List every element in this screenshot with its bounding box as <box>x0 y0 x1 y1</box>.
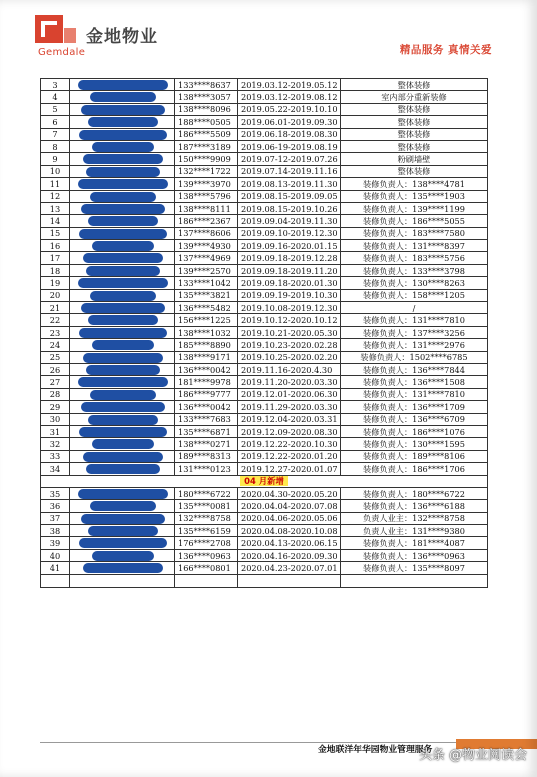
table-row <box>41 326 488 338</box>
phone-number: 186****5509 <box>175 128 238 140</box>
redacted-name <box>70 376 175 388</box>
phone-number: 138****3057 <box>175 91 238 103</box>
row-number: 14 <box>41 215 70 227</box>
redaction-mark <box>81 402 165 412</box>
remark: 整体装修 <box>341 165 488 177</box>
remark: 装修负责人：1502****6785 <box>341 351 488 363</box>
redaction-mark <box>92 142 154 152</box>
phone-number: 138****1032 <box>175 326 238 338</box>
remark: 整体装修 <box>341 128 488 140</box>
renovation-period: 2020.04.04-2020.07.08 <box>238 500 341 512</box>
table-row <box>41 376 488 388</box>
remark: 粉刷墙壁 <box>341 153 488 165</box>
table-row <box>41 140 488 152</box>
phone-number: 135****6871 <box>175 425 238 437</box>
redacted-name <box>70 116 175 128</box>
remark: 装修负责人：180****6722 <box>341 487 488 499</box>
remark: 装修负责人：130****1595 <box>341 438 488 450</box>
brand-english: Gemdale <box>38 47 86 58</box>
phone-number: 166****0801 <box>175 562 238 574</box>
phone-number: 139****2570 <box>175 264 238 276</box>
phone-number: 181****9978 <box>175 376 238 388</box>
phone-number: 133****1042 <box>175 277 238 289</box>
row-number: 36 <box>41 500 70 512</box>
phone-number: 138****9171 <box>175 351 238 363</box>
remark: 装修负责人：183****5756 <box>341 252 488 264</box>
phone-number: 150****9909 <box>175 153 238 165</box>
table-row <box>41 537 488 549</box>
renovation-period: 2019.09.04-2019.11.30 <box>238 215 341 227</box>
row-number: 4 <box>41 91 70 103</box>
table-row <box>41 413 488 425</box>
remark: 装修负责人：131****7810 <box>341 388 488 400</box>
renovation-table <box>40 78 488 588</box>
table-row <box>41 500 488 512</box>
remark: 整体装修 <box>341 116 488 128</box>
table-row <box>41 388 488 400</box>
redacted-name <box>70 79 175 91</box>
row-number: 23 <box>41 326 70 338</box>
redaction-mark <box>83 353 163 363</box>
remark: 负责人业主：132****8758 <box>341 512 488 524</box>
redaction-mark <box>88 526 158 536</box>
redaction-mark <box>81 303 165 313</box>
table-row <box>41 190 488 202</box>
table-row <box>41 240 488 252</box>
slogan: 精品服务 真情关爱 <box>399 44 492 56</box>
redaction-mark <box>83 253 163 263</box>
remark: 装修负责人：136****7844 <box>341 363 488 375</box>
renovation-period: 2019.03.12-2019.08.12 <box>238 91 341 103</box>
remark: 装修负责人：131****2976 <box>341 339 488 351</box>
table-row <box>41 450 488 462</box>
table-row <box>41 79 488 91</box>
remark: 装修负责人：136****0963 <box>341 549 488 561</box>
redaction-mark <box>78 179 168 189</box>
row-number: 20 <box>41 289 70 301</box>
phone-number: 136****0963 <box>175 549 238 561</box>
row-number: 11 <box>41 178 70 190</box>
renovation-period: 2019.08.13-2019.11.30 <box>238 178 341 190</box>
phone-number: 132****8758 <box>175 512 238 524</box>
redaction-mark <box>90 291 156 301</box>
redacted-name <box>70 277 175 289</box>
table-row <box>41 525 488 537</box>
phone-number: 186****2367 <box>175 215 238 227</box>
redacted-name <box>70 289 175 301</box>
row-number: 29 <box>41 401 70 413</box>
redacted-name <box>70 438 175 450</box>
redaction-mark <box>78 489 168 499</box>
redacted-name <box>70 302 175 314</box>
row-number: 35 <box>41 487 70 499</box>
redaction-mark <box>90 92 156 102</box>
redaction-mark <box>83 452 163 462</box>
table-row <box>41 227 488 239</box>
redacted-name <box>70 537 175 549</box>
renovation-period: 2019.10.12-2020.10.12 <box>238 314 341 326</box>
renovation-period: 2019.12.22-2020.10.30 <box>238 438 341 450</box>
redacted-name <box>70 190 175 202</box>
remark: 装修负责人：131****7810 <box>341 314 488 326</box>
table-blank-row-group <box>41 574 488 587</box>
renovation-period: 2019.09.18-2019.11.20 <box>238 264 341 276</box>
section-cell <box>41 475 488 487</box>
renovation-period: 2019.09.10-2019.12.30 <box>238 227 341 239</box>
remark: 装修负责人：136****6709 <box>341 413 488 425</box>
redaction-mark <box>79 130 167 140</box>
redacted-name <box>70 103 175 115</box>
phone-number: 139****3970 <box>175 178 238 190</box>
table-row <box>41 401 488 413</box>
redaction-mark <box>79 427 167 437</box>
renovation-period: 2019.10.21-2020.05.30 <box>238 326 341 338</box>
redacted-name <box>70 463 175 475</box>
redaction-mark <box>83 154 163 164</box>
table-row <box>41 277 488 289</box>
row-number: 25 <box>41 351 70 363</box>
table-row <box>41 487 488 499</box>
table-row <box>41 562 488 574</box>
table-row <box>41 252 488 264</box>
redaction-mark <box>90 192 156 202</box>
redaction-mark <box>86 365 160 375</box>
remark: 装修负责人：130****8263 <box>341 277 488 289</box>
table-row <box>41 351 488 363</box>
phone-number: 188****0505 <box>175 116 238 128</box>
renovation-period: 2019.06-19-2019.08.19 <box>238 140 341 152</box>
table-row <box>41 103 488 115</box>
table-row <box>41 215 488 227</box>
renovation-period: 2019.08.15-2019.09.05 <box>238 190 341 202</box>
redaction-mark <box>88 315 158 325</box>
renovation-period: 2019.07.14-2019.11.16 <box>238 165 341 177</box>
table-row <box>41 153 488 165</box>
phone-number: 176****2708 <box>175 537 238 549</box>
redacted-name <box>70 202 175 214</box>
row-number: 7 <box>41 128 70 140</box>
phone-number: 137****4969 <box>175 252 238 264</box>
redaction-mark <box>79 328 167 338</box>
redaction-mark <box>90 501 156 511</box>
redacted-name <box>70 401 175 413</box>
redaction-mark <box>81 514 165 524</box>
gemdale-logo-icon <box>34 14 78 44</box>
phone-number: 136****0042 <box>175 363 238 375</box>
table-row <box>41 178 488 190</box>
phone-number: 186****9777 <box>175 388 238 400</box>
row-number: 6 <box>41 116 70 128</box>
redaction-mark <box>90 390 156 400</box>
remark: 装修负责人：181****4087 <box>341 537 488 549</box>
phone-number: 187****3189 <box>175 140 238 152</box>
table-row <box>41 339 488 351</box>
table-row <box>41 128 488 140</box>
redaction-mark <box>86 464 160 474</box>
renovation-period: 2019.12.09-2020.08.30 <box>238 425 341 437</box>
row-number: 40 <box>41 549 70 561</box>
redacted-name <box>70 153 175 165</box>
row-number: 15 <box>41 227 70 239</box>
renovation-period: 2019.03.12-2019.05.12 <box>238 79 341 91</box>
brand-chinese: 金地物业 <box>86 27 158 47</box>
phone-number: 138****0271 <box>175 438 238 450</box>
row-number: 26 <box>41 363 70 375</box>
remark: 装修负责人：189****8106 <box>341 450 488 462</box>
redaction-mark <box>92 551 154 561</box>
table-row <box>41 302 488 314</box>
table-row <box>41 91 488 103</box>
renovation-period: 2019.10.25-2020.02.20 <box>238 351 341 363</box>
row-number: 19 <box>41 277 70 289</box>
table-row <box>41 438 488 450</box>
redaction-mark <box>81 204 165 214</box>
row-number: 39 <box>41 537 70 549</box>
row-number: 28 <box>41 388 70 400</box>
redaction-mark <box>88 117 158 127</box>
renovation-period: 2019.12.01-2020.06.30 <box>238 388 341 400</box>
phone-number: 135****3821 <box>175 289 238 301</box>
phone-number: 180****6722 <box>175 487 238 499</box>
table-row <box>41 363 488 375</box>
redaction-mark <box>79 538 167 548</box>
renovation-period: 2020.04.08-2020.10.08 <box>238 525 341 537</box>
redacted-name <box>70 264 175 276</box>
redaction-mark <box>88 216 158 226</box>
remark: 装修负责人：135****1903 <box>341 190 488 202</box>
renovation-period: 2019.12.04-2020.03.31 <box>238 413 341 425</box>
redacted-name <box>70 252 175 264</box>
redacted-name <box>70 487 175 499</box>
phone-number: 132****1722 <box>175 165 238 177</box>
redaction-mark <box>78 80 168 90</box>
table-row <box>41 165 488 177</box>
table-body-earlier <box>41 79 488 476</box>
row-number: 12 <box>41 190 70 202</box>
table-row <box>41 549 488 561</box>
row-number: 34 <box>41 463 70 475</box>
redacted-name <box>70 525 175 537</box>
renovation-period: 2019.07-12-2019.07.26 <box>238 153 341 165</box>
renovation-period: 2019.10.23-2020.02.28 <box>238 339 341 351</box>
phone-number: 135****0081 <box>175 500 238 512</box>
table-row <box>41 289 488 301</box>
remark: 装修负责人：183****7580 <box>341 227 488 239</box>
redaction-mark <box>92 241 154 251</box>
blank-row <box>41 574 488 587</box>
letterhead <box>34 14 504 64</box>
row-number: 38 <box>41 525 70 537</box>
redacted-name <box>70 314 175 326</box>
remark: 装修负责人：131****8397 <box>341 240 488 252</box>
renovation-period: 2019.12.22-2020.01.20 <box>238 450 341 462</box>
renovation-period: 2019.12.27-2020.01.07 <box>238 463 341 475</box>
phone-number: 136****5482 <box>175 302 238 314</box>
phone-number: 139****4930 <box>175 240 238 252</box>
redacted-name <box>70 363 175 375</box>
row-number: 8 <box>41 140 70 152</box>
row-number: 10 <box>41 165 70 177</box>
redacted-name <box>70 128 175 140</box>
table-row <box>41 512 488 524</box>
redaction-mark <box>92 340 154 350</box>
renovation-period: 2020.04.13-2020.06.15 <box>238 537 341 549</box>
row-number: 9 <box>41 153 70 165</box>
renovation-period: 2019.06.01-2019.09.30 <box>238 116 341 128</box>
table-row <box>41 314 488 326</box>
row-number: 33 <box>41 450 70 462</box>
remark: / <box>341 302 488 314</box>
row-number: 32 <box>41 438 70 450</box>
redacted-name <box>70 413 175 425</box>
phone-number: 136****0042 <box>175 401 238 413</box>
remark: 装修负责人：186****1076 <box>341 425 488 437</box>
row-number: 31 <box>41 425 70 437</box>
phone-number: 131****0123 <box>175 463 238 475</box>
redacted-name <box>70 562 175 574</box>
row-number: 41 <box>41 562 70 574</box>
phone-number: 156****1225 <box>175 314 238 326</box>
renovation-period: 2020.04.06-2020.05.06 <box>238 512 341 524</box>
phone-number: 185****8890 <box>175 339 238 351</box>
renovation-period: 2020.04.30-2020.05.20 <box>238 487 341 499</box>
remark: 装修负责人：158****1205 <box>341 289 488 301</box>
phone-number: 137****8606 <box>175 227 238 239</box>
table-body-april <box>41 487 488 574</box>
phone-number: 135****6159 <box>175 525 238 537</box>
watermark: 头条 @物业阅读会 <box>418 748 527 763</box>
row-number: 16 <box>41 240 70 252</box>
table-row <box>41 202 488 214</box>
remark: 装修负责人：139****1199 <box>341 202 488 214</box>
section-divider <box>41 475 488 487</box>
row-number: 24 <box>41 339 70 351</box>
renovation-period: 2019.09.18-2019.12.28 <box>238 252 341 264</box>
phone-number: 138****8096 <box>175 103 238 115</box>
phone-number: 133****7683 <box>175 413 238 425</box>
redacted-name <box>70 339 175 351</box>
remark: 整体装修 <box>341 140 488 152</box>
renovation-period: 2020.04.23-2020.07.01 <box>238 562 341 574</box>
renovation-period: 2019.06.18-2019.08.30 <box>238 128 341 140</box>
phone-number: 138****5796 <box>175 190 238 202</box>
renovation-period: 2019.09.19-2019.10.30 <box>238 289 341 301</box>
renovation-period: 2019.10.08-2019.12.30 <box>238 302 341 314</box>
redacted-name <box>70 165 175 177</box>
phone-number: 138****8111 <box>175 202 238 214</box>
redacted-name <box>70 500 175 512</box>
redacted-name <box>70 215 175 227</box>
redaction-mark <box>78 377 168 387</box>
phone-number: 133****8637 <box>175 79 238 91</box>
redaction-mark <box>88 415 158 425</box>
redaction-mark <box>86 266 160 276</box>
redacted-name <box>70 450 175 462</box>
redaction-mark <box>86 167 160 177</box>
remark: 装修负责人：136****6188 <box>341 500 488 512</box>
redacted-name <box>70 512 175 524</box>
remark: 室内部分重新装修 <box>341 91 488 103</box>
redacted-name <box>70 388 175 400</box>
redaction-mark <box>83 563 163 573</box>
renovation-period: 2019.09.16-2020.01.15 <box>238 240 341 252</box>
renovation-period: 2019.09.18-2020.01.30 <box>238 277 341 289</box>
renovation-period: 2019.08.15-2019.10.26 <box>238 202 341 214</box>
row-number: 21 <box>41 302 70 314</box>
table-row <box>41 425 488 437</box>
remark: 整体装修 <box>341 79 488 91</box>
row-number: 5 <box>41 103 70 115</box>
row-number: 17 <box>41 252 70 264</box>
remark: 装修负责人：186****5055 <box>341 215 488 227</box>
redaction-mark <box>92 439 154 449</box>
row-number: 18 <box>41 264 70 276</box>
table-row <box>41 463 488 475</box>
renovation-period: 2019.11.29-2020.03.30 <box>238 401 341 413</box>
renovation-period: 2019.05.22-2019.10.10 <box>238 103 341 115</box>
redacted-name <box>70 227 175 239</box>
redacted-name <box>70 351 175 363</box>
remark: 装修负责人：135****8097 <box>341 562 488 574</box>
phone-number: 189****8313 <box>175 450 238 462</box>
row-number: 27 <box>41 376 70 388</box>
section-label: 04 月新增 <box>240 476 288 486</box>
remark: 负责人业主：131****9380 <box>341 525 488 537</box>
row-number: 13 <box>41 202 70 214</box>
redaction-mark <box>79 229 167 239</box>
row-number: 37 <box>41 512 70 524</box>
remark: 整体装修 <box>341 103 488 115</box>
redacted-name <box>70 425 175 437</box>
renovation-period: 2019.11.16-2020.4.30 <box>238 363 341 375</box>
redacted-name <box>70 91 175 103</box>
row-number: 3 <box>41 79 70 91</box>
remark: 装修负责人：138****4781 <box>341 178 488 190</box>
remark: 装修负责人：136****1508 <box>341 376 488 388</box>
remark: 装修负责人：133****3798 <box>341 264 488 276</box>
remark: 装修负责人：136****1709 <box>341 401 488 413</box>
row-number: 22 <box>41 314 70 326</box>
renovation-period: 2020.04.16-2020.09.30 <box>238 549 341 561</box>
redacted-name <box>70 240 175 252</box>
redacted-name <box>70 326 175 338</box>
redacted-name <box>70 140 175 152</box>
footer-company: 金地联洋年华园物业管理服务 <box>318 745 433 755</box>
redacted-name <box>70 549 175 561</box>
remark: 装修负责人：186****1706 <box>341 463 488 475</box>
remark: 装修负责人：137****3256 <box>341 326 488 338</box>
table-row <box>41 116 488 128</box>
redacted-name <box>70 178 175 190</box>
table-row <box>41 264 488 276</box>
redaction-mark <box>81 105 165 115</box>
renovation-period: 2019.11.20-2020.03.30 <box>238 376 341 388</box>
redaction-mark <box>78 278 168 288</box>
row-number: 30 <box>41 413 70 425</box>
